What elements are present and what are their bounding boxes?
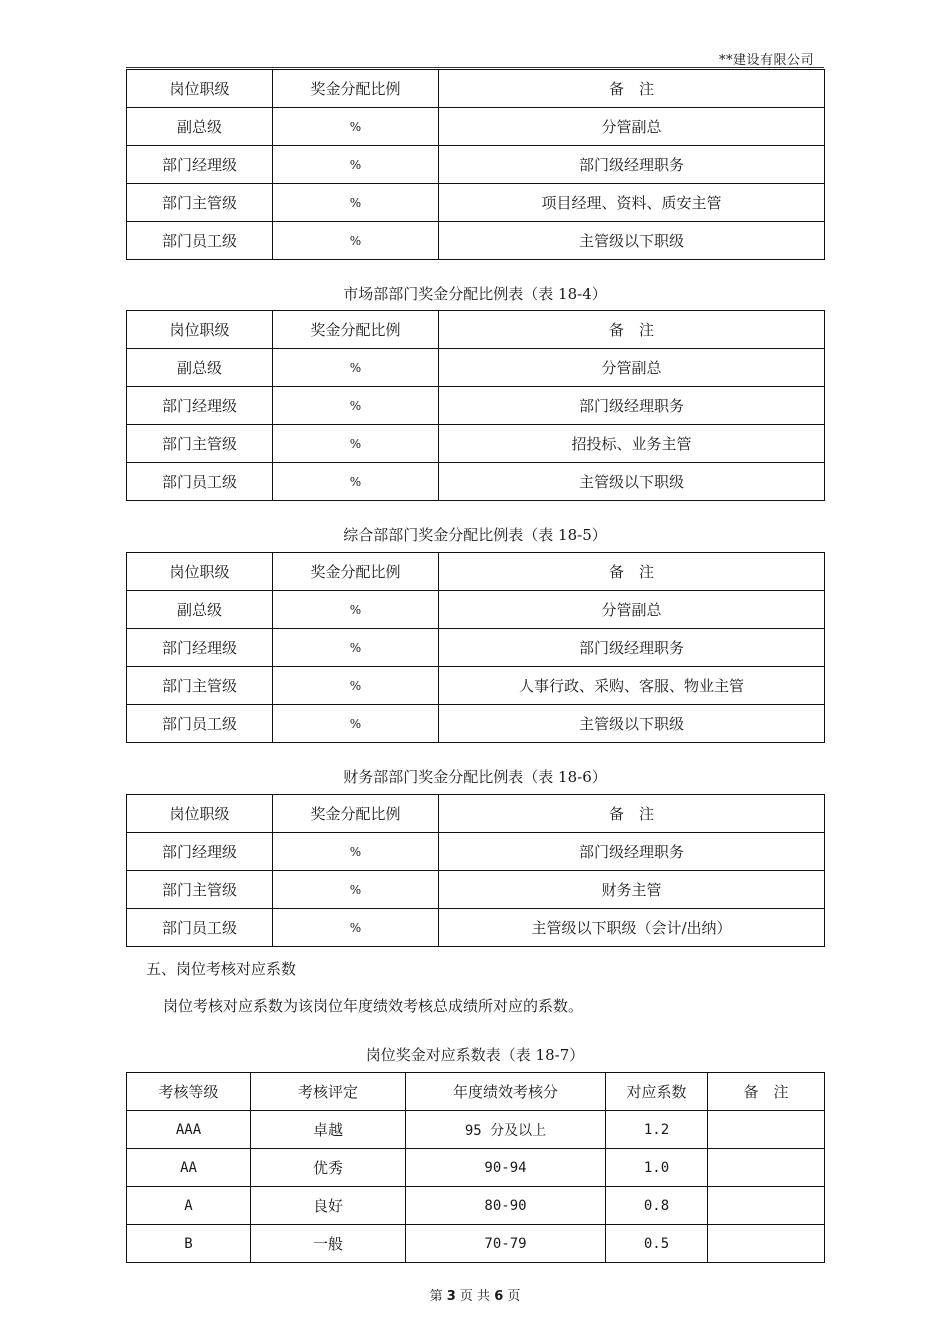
table-top [126,69,825,260]
cell-level: 副总级 [127,108,273,146]
table-row [127,629,825,667]
cell-note: 人事行政、采购、客服、物业主管 [439,667,825,705]
cell-note: 财务主管 [439,871,825,909]
cell-note: 分管副总 [439,349,825,387]
cell-level: 部门经理级 [127,387,273,425]
cell-score: 70-79 [406,1225,606,1263]
cell-level: 部门员工级 [127,909,273,947]
table-row [127,871,825,909]
cell-ratio: % [273,146,439,184]
cell-rating: 卓越 [251,1111,406,1149]
col-header: 备 注 [708,1073,825,1111]
cell-level: 部门经理级 [127,629,273,667]
table-row [127,184,825,222]
cell-note: 项目经理、资料、质安主管 [439,184,825,222]
cell-ratio: % [273,871,439,909]
cell-rating: 一般 [251,1225,406,1263]
table-row [127,1225,825,1263]
total-page-count: 6 [494,1289,504,1304]
table-caption-18-6: 财务部部门奖金分配比例表（表 18-6） [343,768,607,786]
table-row [127,425,825,463]
cell-level: 部门主管级 [127,667,273,705]
table-row [127,1111,825,1149]
cell-ratio: % [273,184,439,222]
cell-ratio: % [273,463,439,501]
col-header: 奖金分配比例 [273,70,439,108]
cell-level: 部门员工级 [127,705,273,743]
cell-note: 主管级以下职级 [439,222,825,260]
table-row [127,591,825,629]
cell-ratio: % [273,591,439,629]
table-18-5 [126,552,825,743]
cell-note: 主管级以下职级 [439,705,825,743]
cell-note: 部门级经理职务 [439,833,825,871]
cell-coefficient: 1.2 [606,1111,708,1149]
table-row [127,463,825,501]
col-header: 岗位职级 [127,795,273,833]
cell-note: 部门级经理职务 [439,629,825,667]
col-header: 对应系数 [606,1073,708,1111]
table-18-6 [126,794,825,947]
company-name: **建设有限公司 [718,53,814,68]
cell-coefficient: 0.8 [606,1187,708,1225]
current-page-number: 3 [446,1289,456,1304]
cell-rating: 优秀 [251,1149,406,1187]
cell-note [708,1187,825,1225]
table-18-4 [126,310,825,501]
cell-ratio: % [273,629,439,667]
cell-ratio: % [273,667,439,705]
table-row [127,108,825,146]
cell-grade: B [127,1225,251,1263]
cell-level: 部门主管级 [127,184,273,222]
table-row [127,1149,825,1187]
table-row [127,222,825,260]
cell-rating: 良好 [251,1187,406,1225]
col-header: 岗位职级 [127,70,273,108]
cell-note [708,1111,825,1149]
cell-ratio: % [273,387,439,425]
cell-note: 分管副总 [439,591,825,629]
cell-ratio: % [273,349,439,387]
cell-ratio: % [273,425,439,463]
cell-note: 分管副总 [439,108,825,146]
cell-grade: AAA [127,1111,251,1149]
table-row [127,909,825,947]
col-header: 备 注 [439,795,825,833]
section-heading: 五、岗位考核对应系数 [146,960,297,978]
table-header-row [127,795,825,833]
col-header: 奖金分配比例 [273,553,439,591]
cell-grade: A [127,1187,251,1225]
col-header: 备 注 [439,553,825,591]
cell-score: 90-94 [406,1149,606,1187]
table-caption-18-7: 岗位奖金对应系数表（表 18-7） [365,1046,585,1064]
cell-level: 部门主管级 [127,425,273,463]
col-header: 奖金分配比例 [273,311,439,349]
table-header-row [127,1073,825,1111]
table-caption-18-5: 综合部部门奖金分配比例表（表 18-5） [343,526,607,544]
table-row [127,1187,825,1225]
col-header: 奖金分配比例 [273,795,439,833]
cell-level: 部门主管级 [127,871,273,909]
col-header: 备 注 [439,311,825,349]
page-header [126,46,824,68]
col-header: 备 注 [439,70,825,108]
cell-ratio: % [273,909,439,947]
table-row [127,705,825,743]
table-header-row [127,311,825,349]
cell-level: 部门经理级 [127,146,273,184]
table-row [127,387,825,425]
footer-suffix: 页 [507,1289,521,1304]
cell-level: 部门员工级 [127,222,273,260]
table-row [127,349,825,387]
page-footer [0,1285,950,1304]
cell-ratio: % [273,833,439,871]
table-row [127,146,825,184]
cell-note [708,1225,825,1263]
cell-score: 95 分及以上 [406,1111,606,1149]
cell-level: 副总级 [127,591,273,629]
cell-level: 部门员工级 [127,463,273,501]
cell-note: 主管级以下职级（会计/出纳） [439,909,825,947]
cell-score: 80-90 [406,1187,606,1225]
cell-note: 主管级以下职级 [439,463,825,501]
cell-note: 招投标、业务主管 [439,425,825,463]
cell-level: 部门经理级 [127,833,273,871]
cell-coefficient: 0.5 [606,1225,708,1263]
table-header-row [127,553,825,591]
cell-note: 部门级经理职务 [439,387,825,425]
footer-mid: 页 共 [459,1289,491,1304]
col-header: 年度绩效考核分 [406,1073,606,1111]
col-header: 考核等级 [127,1073,251,1111]
cell-grade: AA [127,1149,251,1187]
col-header: 岗位职级 [127,553,273,591]
table-18-7 [126,1072,825,1263]
table-header-row [127,70,825,108]
section-paragraph: 岗位考核对应系数为该岗位年度绩效考核总成绩所对应的系数。 [163,997,584,1015]
table-caption-18-4: 市场部部门奖金分配比例表（表 18-4） [343,285,607,303]
footer-prefix: 第 [429,1289,443,1304]
col-header: 考核评定 [251,1073,406,1111]
cell-ratio: % [273,222,439,260]
cell-note [708,1149,825,1187]
col-header: 岗位职级 [127,311,273,349]
table-row [127,667,825,705]
cell-coefficient: 1.0 [606,1149,708,1187]
cell-note: 部门级经理职务 [439,146,825,184]
cell-ratio: % [273,108,439,146]
cell-ratio: % [273,705,439,743]
header-rule [126,67,824,68]
table-row [127,833,825,871]
cell-level: 副总级 [127,349,273,387]
